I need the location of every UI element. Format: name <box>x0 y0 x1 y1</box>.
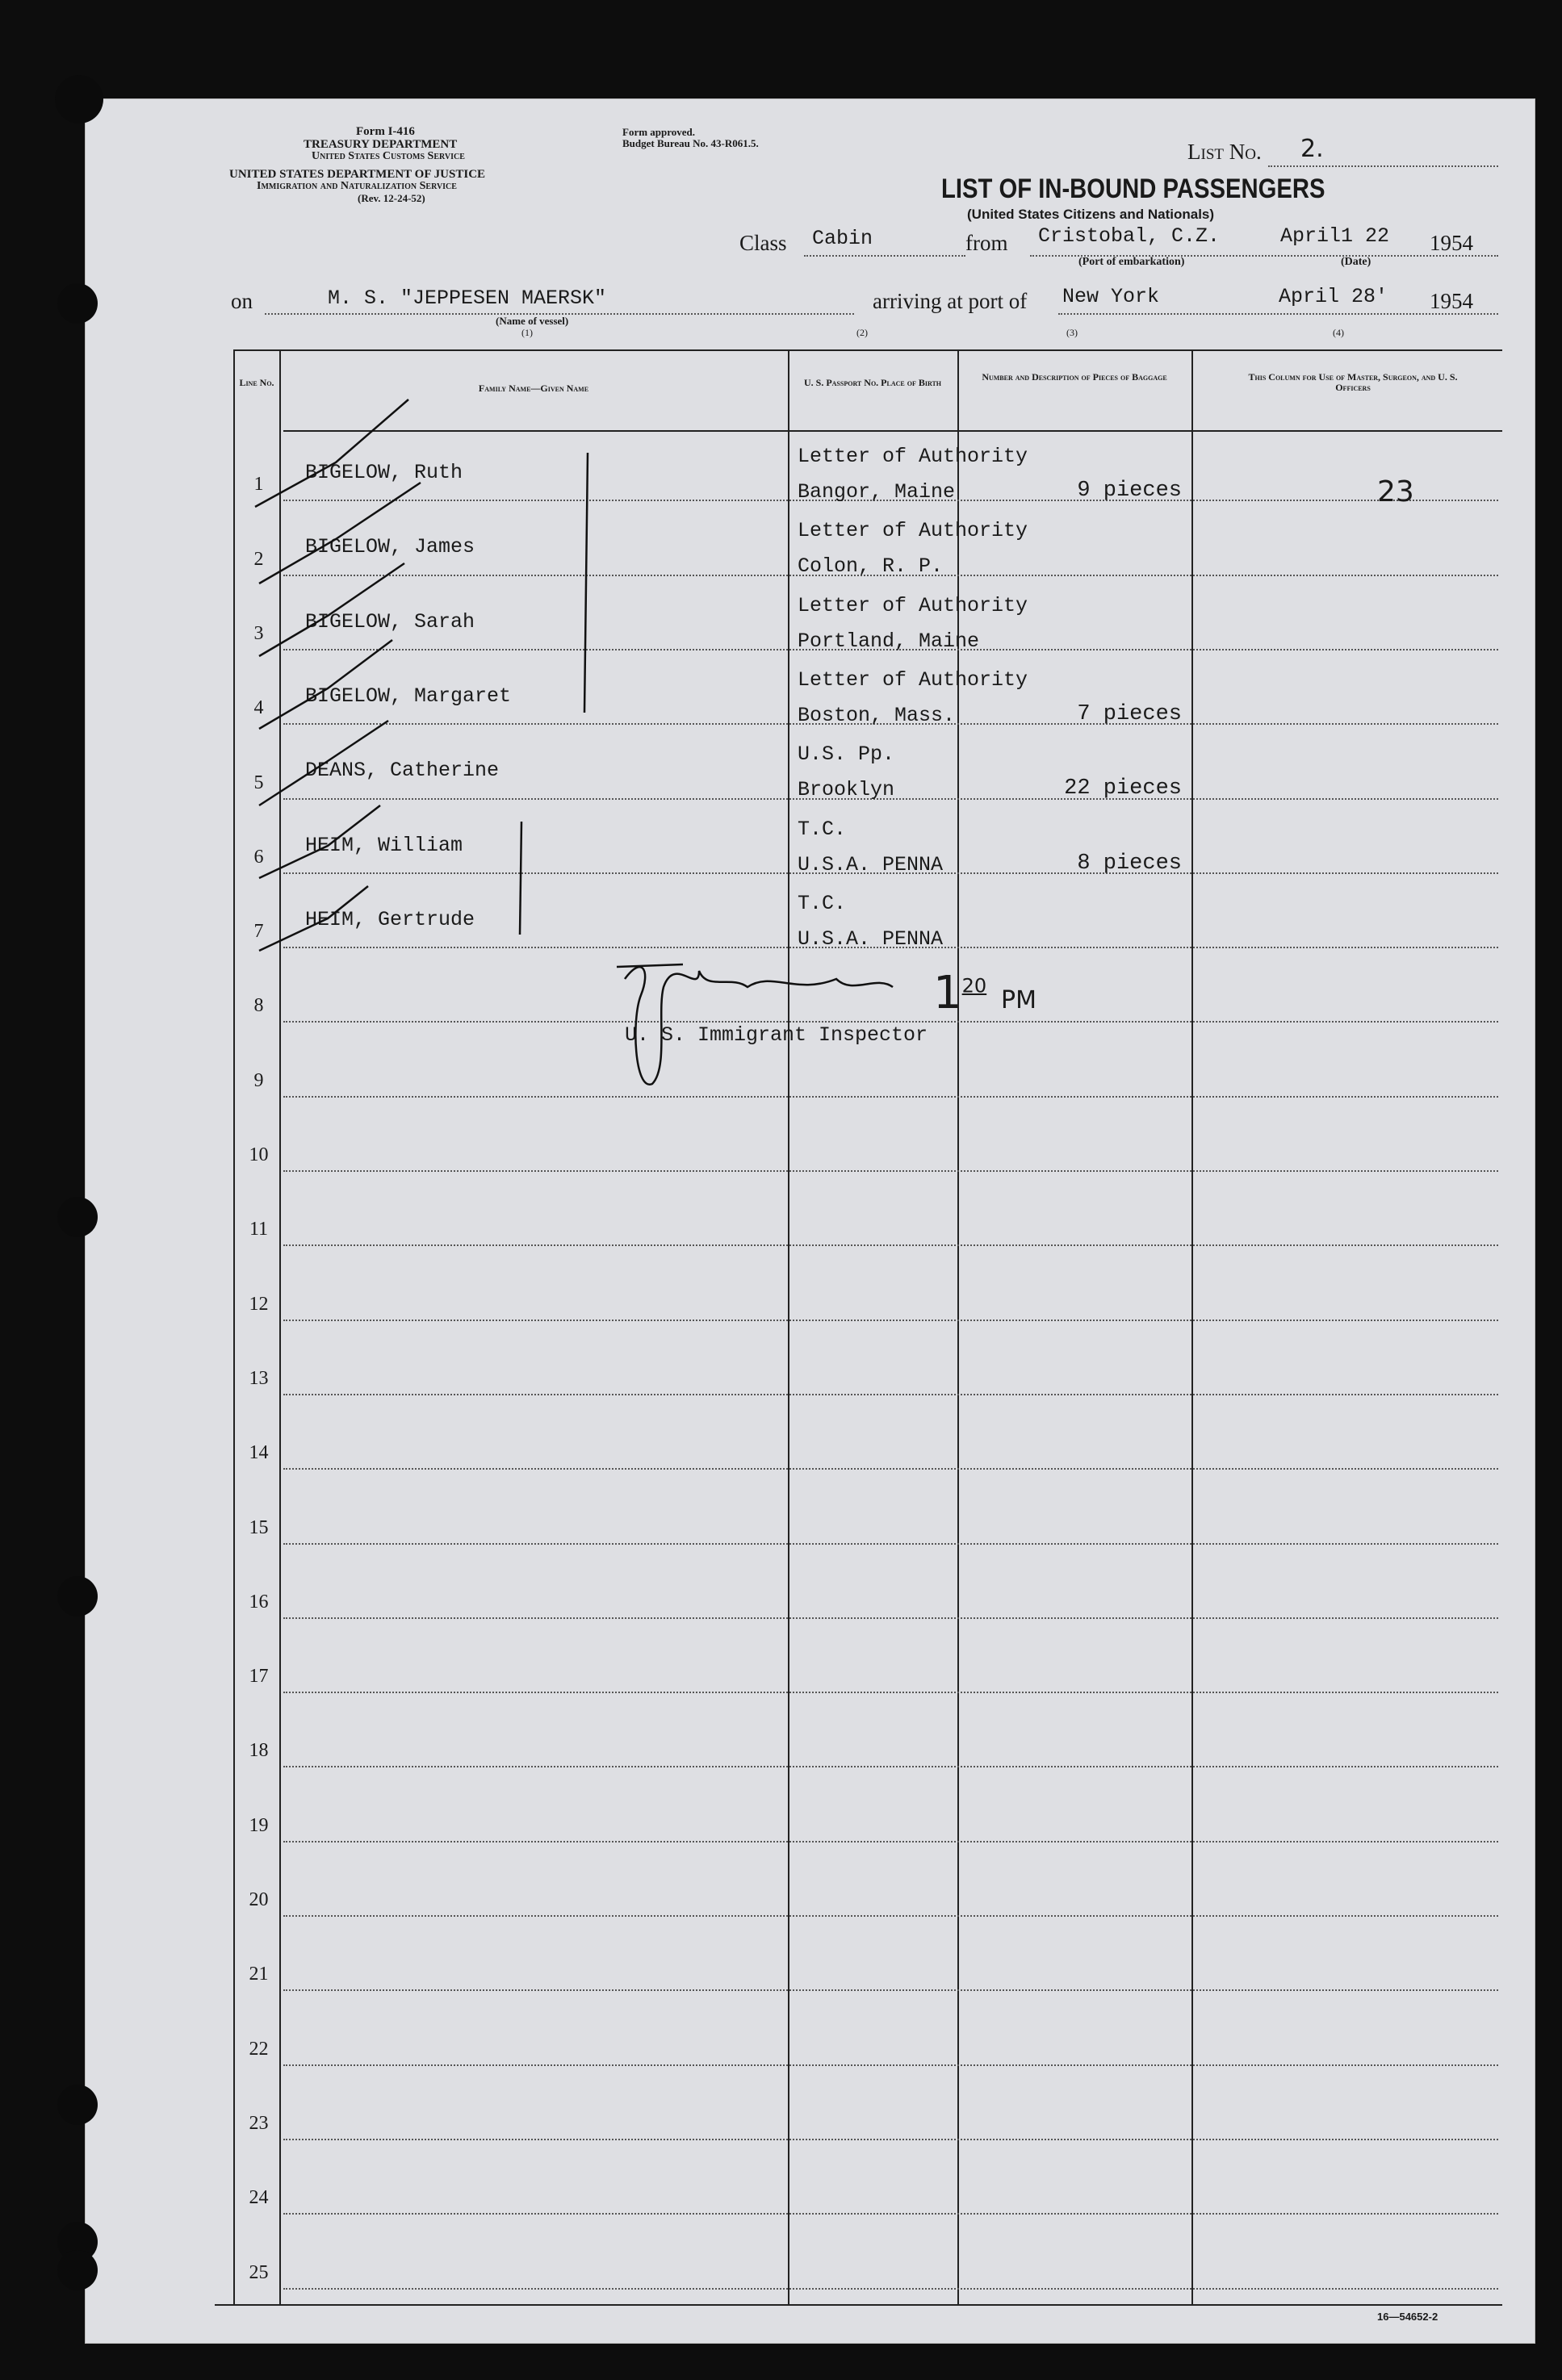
passport-info: Letter of Authority <box>798 667 1028 692</box>
inspector-title: U. S. Immigrant Inspector <box>625 1023 928 1047</box>
passenger-name: HEIM, William <box>305 833 463 857</box>
line-number: 11 <box>249 1219 269 1240</box>
passenger-name: BIGELOW, Margaret <box>305 684 512 708</box>
passport-info: Letter of Authority <box>798 593 1028 617</box>
line-number: 12 <box>249 1293 269 1315</box>
line-number: 9 <box>253 1069 264 1091</box>
family-bracket <box>584 453 588 713</box>
check-mark <box>259 640 392 729</box>
officer-note: 23 <box>1377 475 1414 508</box>
line-number: 3 <box>253 622 264 644</box>
place-of-birth: U.S.A. PENNA <box>798 926 944 951</box>
passenger-name: HEIM, Gertrude <box>305 907 475 931</box>
from-label: from <box>965 231 1008 255</box>
baggage-pieces: 22 pieces <box>1064 776 1182 801</box>
justice-dept: UNITED STATES DEPARTMENT OF JUSTICE <box>229 168 486 181</box>
line-number: 24 <box>249 2187 269 2209</box>
line-number: 22 <box>249 2038 269 2060</box>
baggage-pieces: 8 pieces <box>1077 851 1182 876</box>
passenger-name: DEANS, Catherine <box>305 759 500 783</box>
line-number: 6 <box>253 846 264 868</box>
col-header-officers: This Column for Use of Master, Surgeon, and U. S. Officers <box>1248 371 1458 393</box>
line-number: 14 <box>249 1442 269 1464</box>
passport-info: Letter of Authority <box>798 519 1028 543</box>
inspector-signature <box>625 967 893 1085</box>
year-arrive: 1954 <box>1430 289 1473 313</box>
check-mark <box>259 805 380 878</box>
ins-service: Immigration and Naturalization Service <box>257 180 457 192</box>
from-value: Cristobal, C.Z. <box>1038 224 1221 248</box>
place-of-birth: Boston, Mass. <box>798 703 956 727</box>
line-number: 10 <box>249 1144 269 1165</box>
line-number: 25 <box>249 2261 269 2283</box>
passport-info: T.C. <box>798 817 847 841</box>
on-label: on <box>231 289 253 313</box>
place-of-birth: Brooklyn <box>798 778 895 802</box>
port-embarkation-caption: (Port of embarkation) <box>1078 256 1185 268</box>
inspector-minute: 20 <box>961 974 987 998</box>
treasury-dept: TREASURY DEPARTMENT <box>304 138 458 151</box>
line-number: 7 <box>253 921 264 943</box>
col-header-passport: U. S. Passport No. Place of Birth <box>803 377 941 388</box>
form-subtitle: (United States Citizens and Nationals) <box>967 207 1215 222</box>
line-number: 1 <box>253 474 264 496</box>
form-number: Form I-416 <box>356 125 415 138</box>
passport-info: Letter of Authority <box>798 445 1028 468</box>
document-sheet <box>85 98 1535 2344</box>
family-bracket <box>520 822 521 935</box>
line-number: 13 <box>249 1367 269 1389</box>
place-of-birth: Portland, Maine <box>798 629 980 653</box>
vessel-name: M. S. "JEPPESEN MAERSK" <box>328 287 607 310</box>
line-number: 2 <box>253 548 264 570</box>
date-caption: (Date) <box>1341 256 1371 268</box>
budget-bureau: Budget Bureau No. 43-R061.5. <box>622 137 759 149</box>
class-label: Class <box>739 231 787 255</box>
line-number: 5 <box>253 772 264 793</box>
year-from: 1954 <box>1430 231 1473 255</box>
line-number: 23 <box>249 2112 269 2134</box>
col-num-4: (4) <box>1333 327 1344 338</box>
passport-info: U.S. Pp. <box>798 742 895 767</box>
col-num-3: (3) <box>1066 327 1078 338</box>
vessel-caption: (Name of vessel) <box>496 315 569 327</box>
check-mark <box>259 563 404 656</box>
line-number: 19 <box>249 1814 269 1836</box>
line-number: 18 <box>249 1740 269 1762</box>
signature-flourish <box>617 964 683 967</box>
revision: (Rev. 12-24-52) <box>358 192 425 204</box>
col-header-name: Family Name—Given Name <box>478 383 589 394</box>
passenger-name: BIGELOW, Sarah <box>305 609 475 634</box>
date-arrive: April 28' <box>1279 285 1388 308</box>
line-number: 20 <box>249 1889 269 1910</box>
check-mark <box>255 399 408 507</box>
col-num-2: (2) <box>856 327 868 338</box>
passenger-name: BIGELOW, James <box>305 535 475 559</box>
col-header-baggage: Number and Description of Pieces of Baggage <box>982 371 1167 383</box>
line-number: 8 <box>253 995 264 1017</box>
check-mark <box>259 886 368 951</box>
passenger-name: BIGELOW, Ruth <box>305 461 463 484</box>
line-number: 21 <box>249 1964 269 1985</box>
col-header-line: Line No. <box>239 377 274 388</box>
customs-service: United States Customs Service <box>312 150 465 162</box>
form-title: LIST OF IN-BOUND PASSENGERS <box>941 174 1325 204</box>
baggage-pieces: 9 pieces <box>1077 479 1182 503</box>
inspector-hour: 1 <box>933 967 962 1019</box>
footer-code: 16—54652-2 <box>1377 2311 1438 2323</box>
class-value: Cabin <box>812 227 873 250</box>
check-mark <box>259 721 388 805</box>
form-approved: Form approved. <box>622 126 696 138</box>
place-of-birth: Colon, R. P. <box>798 554 944 579</box>
vessel-col-num: (1) <box>521 327 533 338</box>
list-no-value: 2. <box>1300 135 1324 163</box>
baggage-pieces: 7 pieces <box>1077 701 1182 726</box>
place-of-birth: Bangor, Maine <box>798 480 956 504</box>
arrive-port: New York <box>1062 285 1160 308</box>
line-number: 15 <box>249 1516 269 1538</box>
inspector-ampm: PM <box>1001 986 1036 1014</box>
line-number: 16 <box>249 1591 269 1612</box>
arriving-label: arriving at port of <box>873 289 1028 313</box>
handwriting-overlay <box>86 99 1535 2343</box>
place-of-birth: U.S.A. PENNA <box>798 852 944 876</box>
line-number: 4 <box>253 697 264 719</box>
passport-info: T.C. <box>798 891 847 915</box>
line-number: 17 <box>249 1666 269 1688</box>
list-no-label: List No. <box>1187 140 1262 164</box>
date-from: April1 22 <box>1280 224 1390 248</box>
